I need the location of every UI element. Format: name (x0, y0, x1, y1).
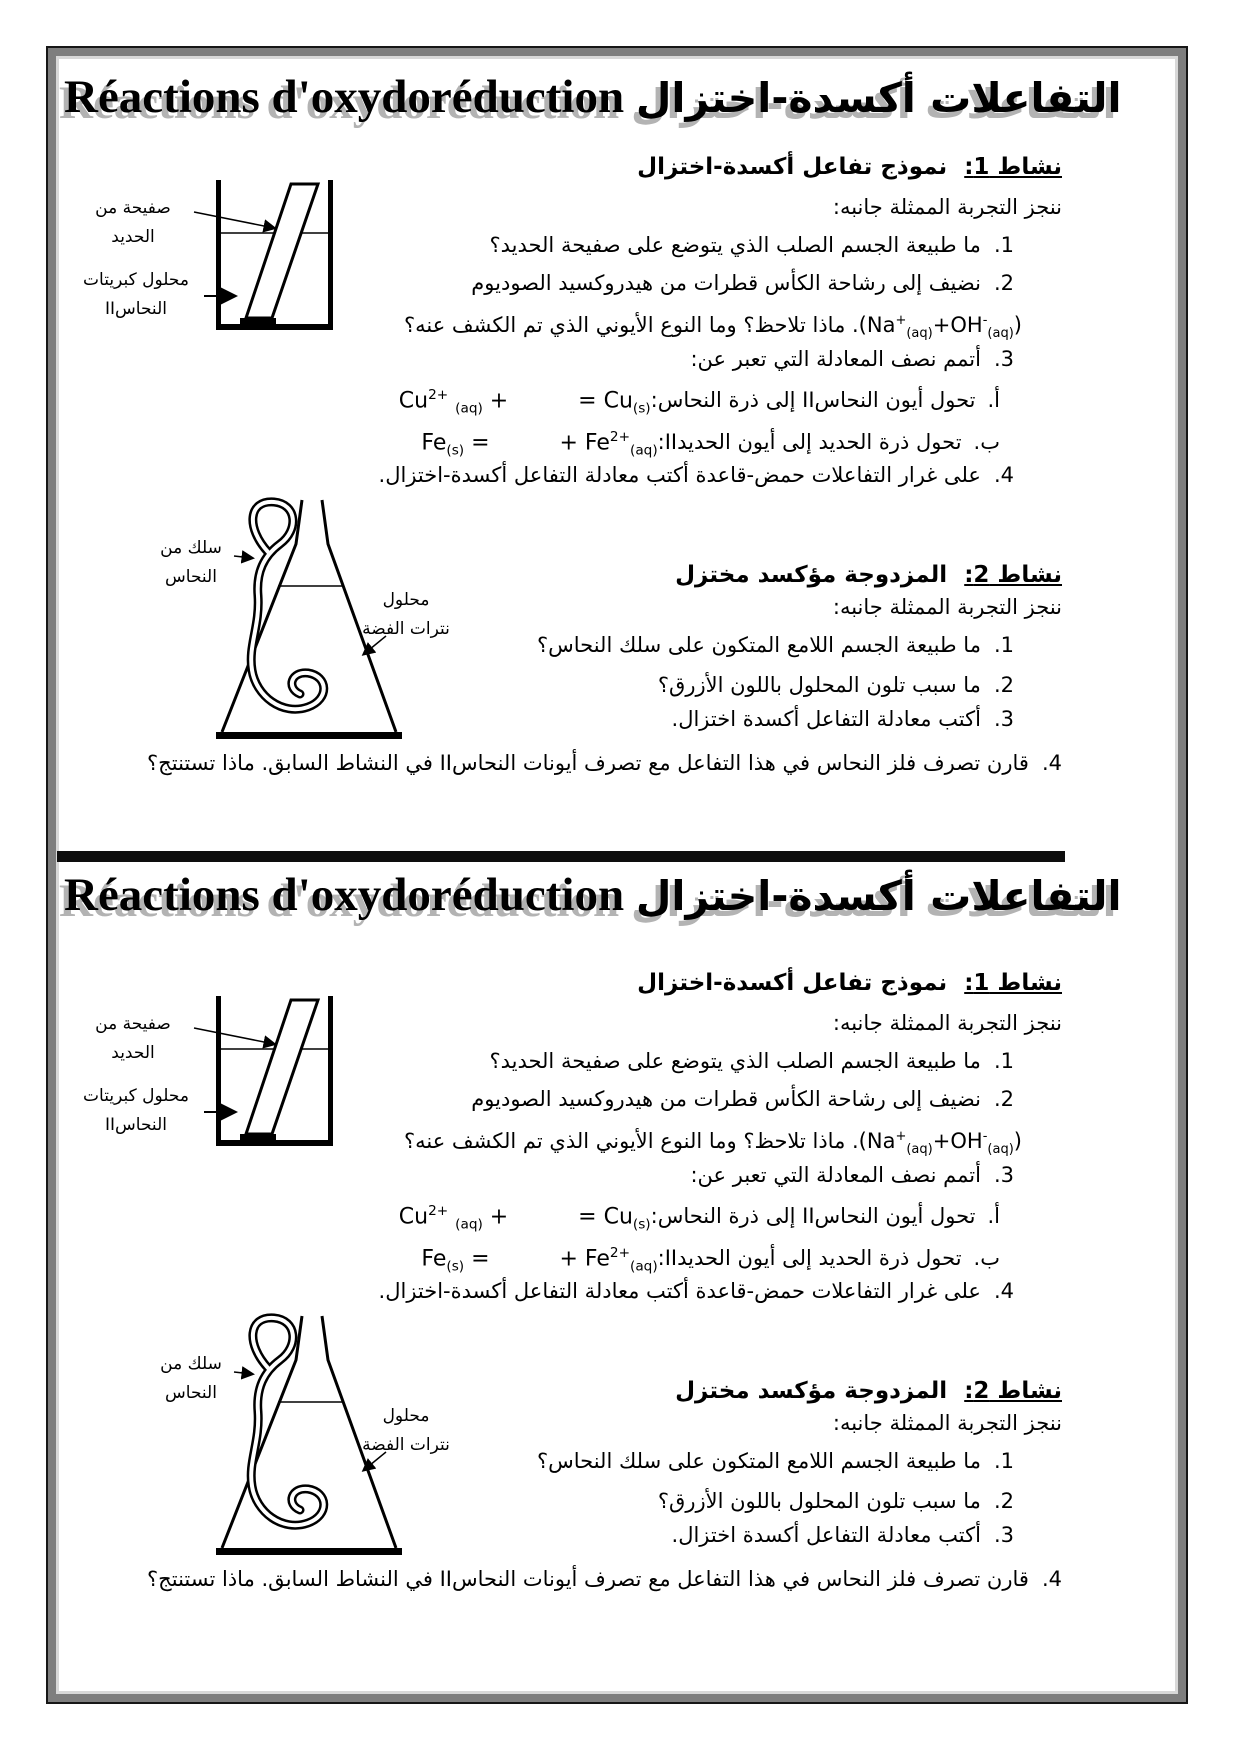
activity1-heading-title: نموذج تفاعل أكسدة-اختزال (637, 970, 948, 996)
iron-plate (246, 184, 318, 318)
flask-copper-wire-diagram (150, 494, 460, 746)
section-divider (57, 851, 1065, 862)
item-number: 1. (993, 1049, 1014, 1073)
label-line: صفيحة من (95, 198, 171, 218)
item-text: . ماذا تلاحظ؟ وما النوع الأيوني الذي تم الكشف عنه؟ (403, 313, 859, 337)
beaker-iron-plate-diagram (70, 994, 342, 1152)
iron-plate-label (70, 194, 196, 252)
label-line: سلك من (160, 538, 222, 558)
item-number: 4. (993, 463, 1014, 487)
label-line: سلك من (160, 1354, 222, 1374)
activity1-intro: ننجز التجربة الممثلة جانبه: (832, 1011, 1062, 1035)
sodium-hydroxide-formula: $(Na^+_{(aq)}+OH^-_{(aq)})$ (858, 313, 1022, 342)
item-number: 3. (993, 707, 1014, 731)
activity1-heading-label: نشاط 1: (964, 154, 1062, 180)
worksheet-section-2 (62, 968, 1062, 1613)
arrow-to-wire-icon (234, 1372, 252, 1374)
sub-item-letter: ب. (973, 1246, 1000, 1271)
iron-plate-base (240, 318, 276, 325)
activity1-question-3 (62, 344, 1062, 374)
item-text: أكتب معادلة التفاعل أكسدة اختزال. (671, 707, 981, 731)
activity2-intro: ننجز التجربة الممثلة جانبه: (832, 595, 1062, 619)
activity1-question-3 (62, 1160, 1062, 1190)
label-line: النحاسII (105, 1114, 167, 1135)
activity2-intro: ننجز التجربة الممثلة جانبه: (832, 1411, 1062, 1435)
label-line: النحاسII (105, 298, 167, 319)
sub-item-text: تحول أيون النحاسII إلى ذرة النحاس: (650, 1204, 976, 1229)
beaker-left-wall (216, 180, 221, 330)
beaker-right-wall (328, 180, 333, 330)
silver-nitrate-solution-label (356, 1402, 456, 1460)
arrow-to-plate-icon (194, 1028, 274, 1044)
item-text: نضيف إلى رشاحة الكأس قطرات من هيدروكسيد الصوديوم (471, 271, 981, 295)
item-text: ما طبيعة الجسم اللامع المتكون على سلك النحاس؟ (536, 633, 981, 657)
item-text: ما سبب تلون المحلول باللون الأزرق؟ (657, 1489, 981, 1513)
label-line: محلول (382, 590, 430, 610)
item-text: أتمم نصف المعادلة التي تعبر عن: (690, 1163, 981, 1187)
item-number: 1. (993, 233, 1014, 257)
label-line: محلول كبريتات (83, 270, 189, 290)
half-equation-copper (62, 1196, 1062, 1240)
item-text: نضيف إلى رشاحة الكأس قطرات من هيدروكسيد الصوديوم (471, 1087, 981, 1111)
arrow-to-plate-icon (194, 212, 274, 228)
title-latin: Réactions d'oxydoréduction (64, 71, 625, 123)
item-number: 2. (993, 1489, 1014, 1513)
iron-plate-label (70, 1010, 196, 1068)
title-arabic: التفاعلات أكسدة-اختزال (635, 872, 1122, 920)
label-line: محلول (382, 1406, 430, 1426)
half-equation-copper (62, 380, 1062, 424)
item-text: على غرار التفاعلات حمض-قاعدة أكتب معادلة التفاعل أكسدة-اختزال. (378, 463, 981, 487)
activity2-heading-label: نشاط 2: (964, 562, 1062, 588)
arrow-to-wire-icon (234, 556, 252, 558)
sub-item-text: تحول ذرة الحديد إلى أيون الحديدII: (657, 430, 962, 455)
item-text: أكتب معادلة التفاعل أكسدة اختزال. (671, 1523, 981, 1547)
flask-bottom (216, 732, 402, 739)
copper-sulfate-solution-label (70, 1082, 202, 1140)
label-line: محلول كبريتات (83, 1086, 189, 1106)
title-arabic: التفاعلات أكسدة-اختزال (635, 74, 1122, 122)
sub-item-letter: أ. (987, 1204, 1000, 1229)
activity2-question-4 (62, 748, 1062, 778)
item-text: ما طبيعة الجسم الصلب الذي يتوضع على صفيحة الحديد؟ (489, 233, 981, 257)
copper-half-equation: $Cu^{2+}$ $_{(aq)}$ + = $Cu_{(s)}$ (398, 387, 651, 417)
flask-bottom (216, 1548, 402, 1555)
beaker-left-wall (216, 996, 221, 1146)
beaker-iron-plate-diagram (70, 178, 342, 336)
activity1-heading-label: نشاط 1: (964, 970, 1062, 996)
sub-item-letter: أ. (987, 388, 1000, 413)
activity2-heading-title: المزدوجة مؤكسد مختزل (675, 562, 948, 588)
sub-item-text: تحول أيون النحاسII إلى ذرة النحاس: (650, 388, 976, 413)
item-number: 2. (993, 1087, 1014, 1111)
label-line: صفيحة من (95, 1014, 171, 1034)
label-line: نترات الفضة (362, 618, 450, 639)
item-number: 4. (1041, 1567, 1062, 1591)
page-title (64, 68, 1124, 127)
activity1-question-4 (62, 460, 1062, 490)
copper-wire-label (150, 534, 232, 592)
item-number: 3. (993, 1523, 1014, 1547)
sub-item-text: تحول ذرة الحديد إلى أيون الحديدII: (657, 1246, 962, 1271)
copper-wire-label (150, 1350, 232, 1408)
activity1-intro: ننجز التجربة الممثلة جانبه: (832, 195, 1062, 219)
silver-nitrate-solution-label (356, 586, 456, 644)
iron-plate (246, 1000, 318, 1134)
activity2-heading-title: المزدوجة مؤكسد مختزل (675, 1378, 948, 1404)
item-number: 3. (993, 1163, 1014, 1187)
activity2-question-4 (62, 1564, 1062, 1594)
sub-item-letter: ب. (973, 430, 1000, 455)
item-text: ما سبب تلون المحلول باللون الأزرق؟ (657, 673, 981, 697)
label-line: نترات الفضة (362, 1434, 450, 1455)
item-number: 1. (993, 1449, 1014, 1473)
item-text: ما طبيعة الجسم الصلب الذي يتوضع على صفيحة الحديد؟ (489, 1049, 981, 1073)
item-text: . ماذا تلاحظ؟ وما النوع الأيوني الذي تم الكشف عنه؟ (403, 1129, 859, 1153)
item-number: 2. (993, 271, 1014, 295)
title-latin: Réactions d'oxydoréduction (64, 869, 625, 921)
item-number: 2. (993, 673, 1014, 697)
item-number: 4. (993, 1279, 1014, 1303)
item-text: قارن تصرف فلز النحاس في هذا التفاعل مع تصرف أيونات النحاسII في النشاط السابق. ماذا تستنتج؟ (147, 1567, 1029, 1591)
label-line: النحاس (165, 1382, 217, 1403)
activity1-heading-title: نموذج تفاعل أكسدة-اختزال (637, 154, 948, 180)
item-number: 4. (1041, 751, 1062, 775)
item-text: على غرار التفاعلات حمض-قاعدة أكتب معادلة التفاعل أكسدة-اختزال. (378, 1279, 981, 1303)
iron-plate-base (240, 1134, 276, 1141)
item-text: أتمم نصف المعادلة التي تعبر عن: (690, 347, 981, 371)
activity1-question-4 (62, 1276, 1062, 1306)
page-title-copy (64, 866, 1124, 925)
sodium-hydroxide-formula: $(Na^+_{(aq)}+OH^-_{(aq)})$ (858, 1129, 1022, 1158)
item-number: 3. (993, 347, 1014, 371)
worksheet-section-1 (62, 152, 1062, 797)
iron-half-equation: $Fe_{(s)}$ = + $Fe^{2+}_{(aq)}$ (421, 429, 658, 459)
item-text: قارن تصرف فلز النحاس في هذا التفاعل مع تصرف أيونات النحاسII في النشاط السابق. ماذا تستنتج؟ (147, 751, 1029, 775)
iron-half-equation: $Fe_{(s)}$ = + $Fe^{2+}_{(aq)}$ (421, 1245, 658, 1275)
copper-half-equation: $Cu^{2+}$ $_{(aq)}$ + = $Cu_{(s)}$ (398, 1203, 651, 1233)
label-line: الحديد (111, 1042, 155, 1063)
item-number: 1. (993, 633, 1014, 657)
beaker-right-wall (328, 996, 333, 1146)
label-line: النحاس (165, 566, 217, 587)
activity2-heading-label: نشاط 2: (964, 1378, 1062, 1404)
label-line: الحديد (111, 226, 155, 247)
copper-sulfate-solution-label (70, 266, 202, 324)
item-text: ما طبيعة الجسم اللامع المتكون على سلك النحاس؟ (536, 1449, 981, 1473)
flask-copper-wire-diagram (150, 1310, 460, 1562)
